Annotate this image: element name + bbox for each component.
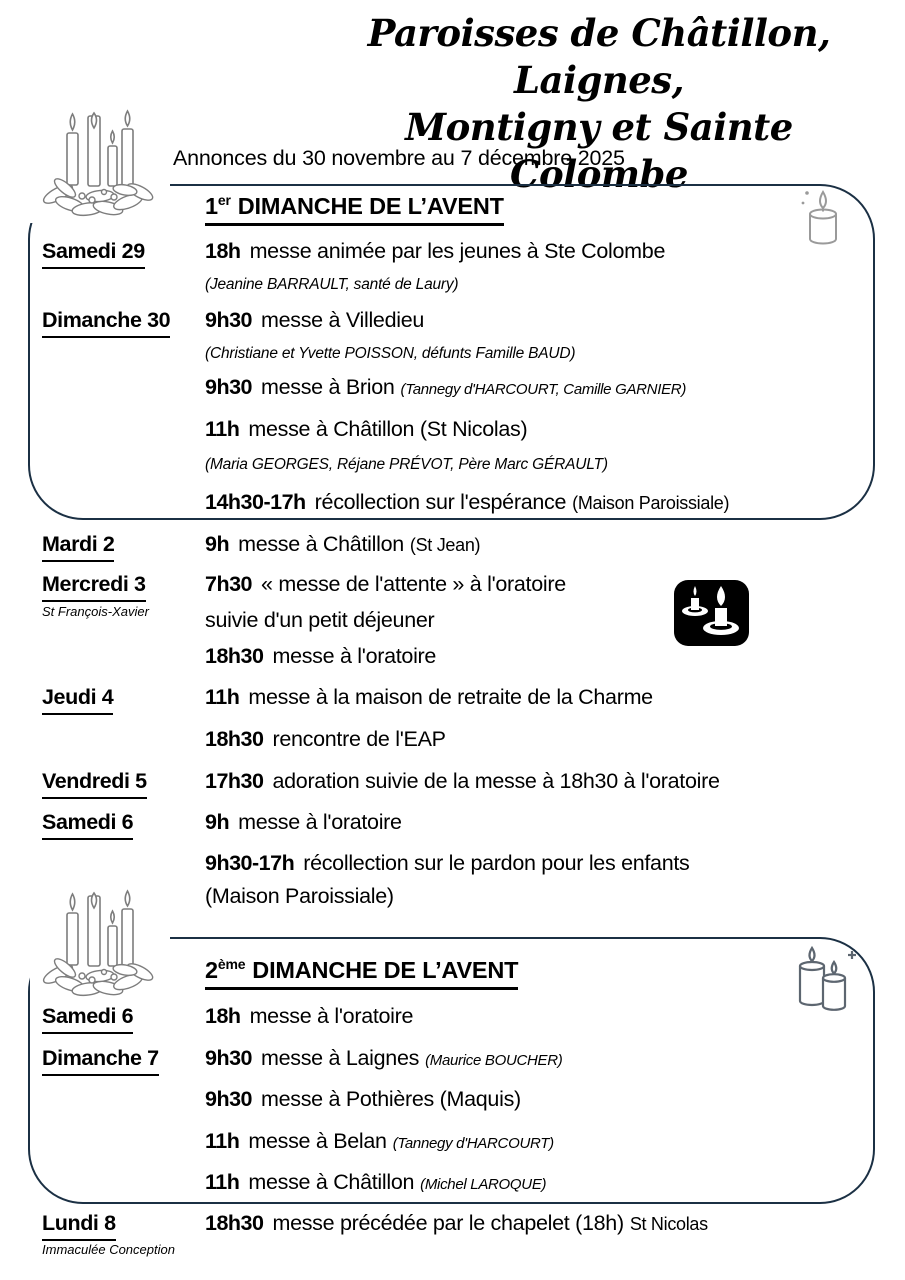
event-time: 18h30 — [205, 644, 264, 668]
section1-header — [205, 192, 504, 226]
event-text: messe à Châtillon — [248, 1170, 415, 1194]
event-text: récollection sur l'espérance — [314, 490, 567, 514]
feast-day-label: Immaculée Conception — [42, 1242, 175, 1257]
event-time: 9h — [205, 532, 230, 556]
section1-ordinal: er — [217, 192, 231, 208]
event-time: 9h30 — [205, 1046, 253, 1070]
event-time: 14h30-17h — [205, 490, 306, 514]
event-text: adoration suivie de la messe à 18h30 à l'oratoire — [272, 769, 720, 793]
event-text: messe à l'oratoire — [272, 644, 437, 668]
section2-title: DIMANCHE DE L’AVENT — [252, 956, 519, 983]
event-location-note: (St Jean) — [409, 535, 481, 555]
date-label: Jeudi 4 — [42, 685, 113, 715]
section1-title: DIMANCHE DE L’AVENT — [237, 192, 504, 219]
event-text: messe à l'oratoire — [238, 810, 402, 834]
feast-day-label: St François-Xavier — [42, 604, 149, 619]
event-text: messe à Villedieu — [261, 308, 425, 332]
advent-wreath-icon — [30, 102, 170, 223]
date-label: Samedi 6 — [42, 810, 133, 840]
event-location-note: St Nicolas — [629, 1214, 708, 1234]
section1-number: 1 — [205, 192, 218, 219]
event-time: 7h30 — [205, 572, 253, 596]
event-location-note: (Maison Paroissiale) — [572, 493, 730, 513]
event-time: 11h — [205, 685, 240, 709]
event-text: messe à Belan — [248, 1129, 387, 1153]
date-range-subtitle: Annonces du 30 novembre au 7 décembre 2025 — [173, 146, 625, 170]
event-text: messe à Châtillon (St Nicolas) — [248, 417, 528, 441]
event-time: 11h — [205, 1170, 240, 1194]
intention-note: (Jeanine BARRAULT, santé de Laury) — [205, 276, 459, 293]
intention-note: (Tannegy d'HARCOURT) — [392, 1135, 554, 1152]
event-text: « messe de l'attente » à l'oratoire — [261, 572, 566, 596]
date-label: Mercredi 3 — [42, 572, 146, 602]
intention-note: (Tannegy d'HARCOURT, Camille GARNIER) — [400, 381, 687, 398]
date-label: Samedi 29 — [42, 239, 145, 269]
event-text: messe à l'oratoire — [249, 1004, 414, 1028]
candle-icon — [795, 186, 851, 254]
intention-note: (Christiane et Yvette POISSON, défunts Famille BAUD) — [205, 345, 576, 362]
event-text: messe à la maison de retraite de la Charme — [248, 685, 653, 709]
event-text: messe à Pothières (Maquis) — [261, 1087, 521, 1111]
event-time: 9h30 — [205, 308, 253, 332]
date-label: Samedi 6 — [42, 1004, 133, 1034]
event-time: 18h — [205, 239, 241, 263]
candles-on-plates-badge-icon — [673, 579, 750, 647]
section2-header — [205, 956, 518, 990]
event-text: messe précédée par le chapelet (18h) — [272, 1211, 624, 1235]
event-time: 9h30 — [205, 375, 253, 399]
event-time: 17h30 — [205, 769, 264, 793]
event-text: messe à Brion — [261, 375, 395, 399]
date-label: Vendredi 5 — [42, 769, 147, 799]
event-time: 18h30 — [205, 727, 264, 751]
event-text: messe à Laignes — [261, 1046, 420, 1070]
event-text: messe animée par les jeunes à Ste Colombe — [249, 239, 666, 263]
section2-number: 2 — [205, 956, 218, 983]
section2-ordinal: ème — [217, 956, 246, 972]
event-text: suivie d'un petit déjeuner — [205, 608, 435, 632]
event-time: 11h — [205, 1129, 240, 1153]
event-time: 11h — [205, 417, 240, 441]
event-time: 9h30 — [205, 1087, 253, 1111]
advent-wreath-icon — [30, 882, 170, 1003]
event-text: rencontre de l'EAP — [272, 727, 446, 751]
event-text: récollection sur le pardon pour les enfants — [303, 851, 690, 875]
event-time: 9h — [205, 810, 230, 834]
page-title-line1: Paroisses de Châtillon, Laignes, — [367, 11, 831, 102]
date-label: Mardi 2 — [42, 532, 114, 562]
date-label: Dimanche 7 — [42, 1046, 159, 1076]
intention-note: (Maria GEORGES, Réjane PRÉVOT, Père Marc GÉRAULT) — [205, 456, 608, 473]
date-label: Dimanche 30 — [42, 308, 170, 338]
two-candles-icon — [792, 944, 862, 1014]
event-time: 18h — [205, 1004, 241, 1028]
event-time: 18h30 — [205, 1211, 264, 1235]
page-title-line2: Montigny et Sainte Colombe — [405, 105, 793, 196]
intention-note: (Maurice BOUCHER) — [425, 1052, 563, 1069]
event-text: messe à Châtillon — [238, 532, 404, 556]
event-time: 9h30-17h — [205, 851, 295, 875]
date-label: Lundi 8 — [42, 1211, 116, 1241]
event-location-note: (Maison Paroissiale) — [205, 884, 394, 908]
intention-note: (Michel LAROQUE) — [420, 1176, 547, 1193]
